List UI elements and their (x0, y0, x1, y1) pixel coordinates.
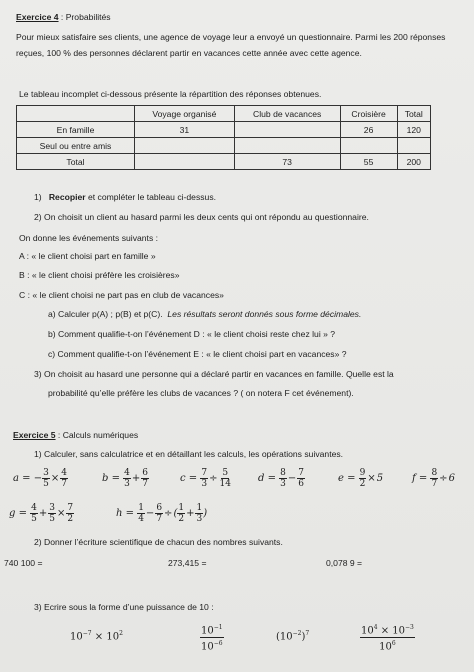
exercise-4-title: Exercice 4 (16, 12, 59, 22)
exercise-5-heading (13, 430, 138, 440)
question-1-bold: Recopier (48, 192, 86, 202)
exercise-4-heading (16, 12, 111, 22)
table-cell: En famille (17, 122, 135, 138)
question-3-line-2: probabilité qu’elle préfère les clubs de vacances ? ( on notera F cet événement). (48, 388, 354, 398)
event-a: A : « le client choisi part en famille » (19, 251, 156, 261)
expression-h: h = $\frac{1}{4}$ − $\frac{6}{7}$ ÷( $\frac{1}{2}$ + $\frac{1}{3}$ ) (116, 503, 208, 524)
ex5-question-3: 3) Ecrire sous la forme d’une puissance de 10 : (34, 602, 214, 612)
table-cell: 73 (234, 154, 340, 170)
expression-a: a = − $\frac{3}{5}$ × $\frac{4}{7}$ (13, 468, 67, 489)
table-intro: Le tableau incomplet ci-dessous présente la répartition des réponses obtenues. (19, 89, 322, 99)
question-1 (34, 192, 216, 202)
number-3: 0,078 9 = (326, 558, 363, 568)
expression-c: c = $\frac{7}{3}$ ÷ $\frac{5}{14}$ (180, 468, 231, 489)
table-cell: 55 (340, 154, 397, 170)
table-header-row (17, 106, 431, 122)
expression-e: e = $\frac{9}{2}$ ×5 (338, 468, 384, 489)
power-expression-3: $(10^{-2})^7$ (276, 630, 310, 643)
table-row (17, 154, 431, 170)
table-cell (340, 138, 397, 154)
table-cell: 200 (397, 154, 430, 170)
power-expression-1: $10^{-7} \times 10^2$ (70, 630, 123, 643)
event-c: C : « le client choisi ne part pas en club de vacances» (19, 290, 224, 300)
question-2a-note: Les résultats seront donnés sous forme décimales. (167, 309, 362, 319)
table-cell: 26 (340, 122, 397, 138)
table-header-cell: Voyage organisé (135, 106, 235, 122)
table-cell (397, 138, 430, 154)
exercise-4-intro: Pour mieux satisfaire ses clients, une agence de voyage leur a envoyé un questionnaire. Parmi les 200 réponses reçues, 100 % des personnes déclarent partir en vacances cette année avec cette agence. (16, 32, 446, 58)
expression-d: d = $\frac{8}{3}$ − $\frac{7}{6}$ (258, 468, 304, 489)
power-expression-4: $\frac{10^4 \times 10^{-3}}{10^6}$ (361, 624, 414, 653)
table-header-cell (17, 106, 135, 122)
expression-g: g = $\frac{4}{5}$ + $\frac{3}{5}$ × $\frac{7}{2}$ (9, 503, 74, 524)
table-cell: 31 (135, 122, 235, 138)
question-2c: c) Comment qualifie-t-on l’événement E : « le client choisi part en vacances» ? (48, 349, 347, 359)
question-3-line-1: 3) On choisit au hasard une personne qui a déclaré partir en vacances en famille. Quelle est la (34, 369, 394, 379)
table-row (17, 138, 431, 154)
exercise-5-subtitle: : Calculs numériques (55, 430, 139, 440)
expression-b: b = $\frac{4}{3}$ + $\frac{6}{7}$ (102, 468, 148, 489)
table-header-cell: Total (397, 106, 430, 122)
response-table (16, 105, 431, 170)
question-1-number: 1) (34, 192, 42, 202)
number-2: 273,415 = (168, 558, 207, 568)
table-row (17, 122, 431, 138)
exercise-4-subtitle: : Probabilités (58, 12, 111, 22)
exercise-5-title: Exercice 5 (13, 430, 56, 440)
power-expression-2: $\frac{10^{-1}}{10^{-6}}$ (201, 624, 223, 653)
ex5-question-1: 1) Calculer, sans calculatrice et en détaillant les calculs, les opérations suivantes. (34, 449, 344, 459)
question-2a-text: a) Calculer p(A) ; p(B) et p(C). (48, 309, 163, 319)
expression-f: f = $\frac{8}{7}$ ÷6 (412, 468, 455, 489)
number-1: 740 100 = (4, 558, 43, 568)
event-b: B : « le client choisi préfère les croisières» (19, 270, 180, 280)
ex5-question-2: 2) Donner l’écriture scientifique de chacun des nombres suivants. (34, 537, 283, 547)
events-intro: On donne les événements suivants : (19, 233, 159, 243)
table-cell (135, 154, 235, 170)
question-2b: b) Comment qualifie-t-on l’événement D : « le client choisi reste chez lui » ? (48, 329, 336, 339)
question-2: 2) On choisit un client au hasard parmi les deux cents qui ont répondu au questionnaire. (34, 212, 369, 222)
table-cell: Seul ou entre amis (17, 138, 135, 154)
question-1-rest: et compléter le tableau ci-dessus. (85, 192, 217, 202)
table-cell (234, 122, 340, 138)
table-header-cell: Croisière (340, 106, 397, 122)
table-cell: Total (17, 154, 135, 170)
table-cell (234, 138, 340, 154)
question-2a (48, 309, 361, 319)
table-cell: 120 (397, 122, 430, 138)
table-header-cell: Club de vacances (234, 106, 340, 122)
table-cell (135, 138, 235, 154)
